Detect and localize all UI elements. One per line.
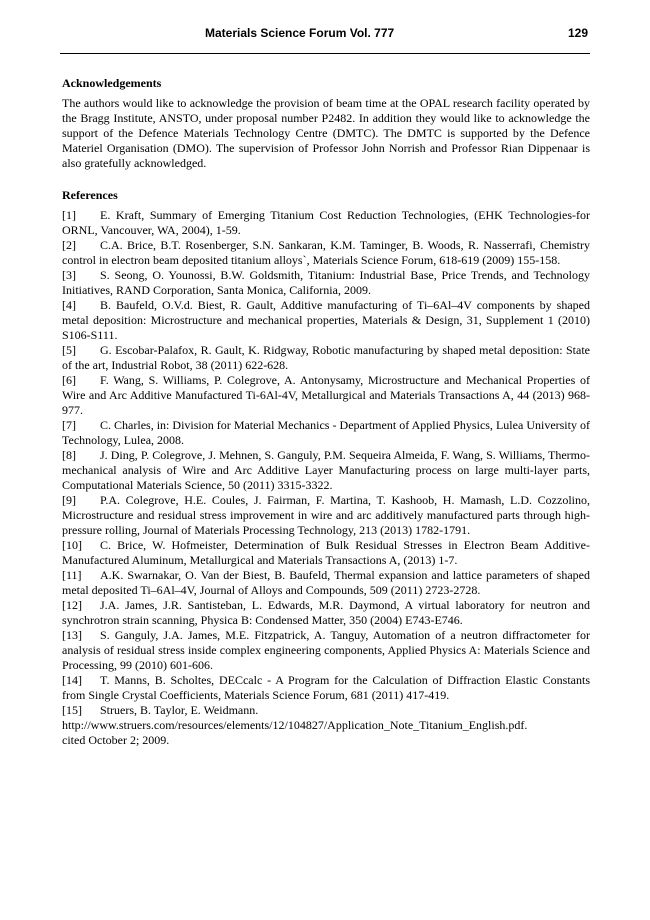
reference-number: [8] xyxy=(62,448,76,462)
reference-item xyxy=(62,298,590,343)
reference-item xyxy=(62,538,590,568)
reference-item xyxy=(62,343,590,373)
reference-item xyxy=(62,673,590,703)
reference-text: F. Wang, S. Williams, P. Colegrove, A. Antonysamy, Microstructure and Mechanical Properties of Wire and Arc Additive Manufactured Ti-6Al-4V, Metallurgical and Materials Transactions A, 44 (2013) 968-977. xyxy=(62,373,590,417)
reference-item xyxy=(62,703,590,748)
reference-item xyxy=(62,493,590,538)
reference-number: [15] xyxy=(62,703,82,717)
reference-item xyxy=(62,373,590,418)
reference-number: [7] xyxy=(62,418,76,432)
reference-text: S. Seong, O. Younossi, B.W. Goldsmith, Titanium: Industrial Base, Price Trends, and Technology Initiatives, RAND Corporation, Santa Monica, California, 2009. xyxy=(62,268,590,297)
page-number: 129 xyxy=(567,26,588,40)
reference-item xyxy=(62,568,590,598)
reference-text: P.A. Colegrove, H.E. Coules, J. Fairman, F. Martina, T. Kashoob, H. Mamash, L.D. Cozzolino, Microstructure and residual stress improvement in wire and arc additively manufactured parts through high-pressure rolling, Journal of Materials Processing Technology, 213 (2013) 1782-1791. xyxy=(62,493,590,537)
reference-number: [5] xyxy=(62,343,76,357)
reference-text: C.A. Brice, B.T. Rosenberger, S.N. Sankaran, K.M. Taminger, B. Woods, R. Nasserrafi, Chemistry control in electron beam deposited titanium alloys`, Materials Science Forum, 618-619 (2009) 155-158. xyxy=(62,238,590,267)
reference-cited-date: cited October 2; 2009. xyxy=(62,733,170,747)
reference-text: J. Ding, P. Colegrove, J. Mehnen, S. Ganguly, P.M. Sequeira Almeida, F. Wang, S. Williams, Thermo-mechanical analysis of Wire and Arc Additive Layer Manufacturing process on large multi-layer parts, Computational Materials Science, 50 (2011) 3315-3322. xyxy=(62,448,590,492)
reference-url[interactable]: http://www.struers.com/resources/elements/12/104827/Application_Note_Titanium_English.pdf. xyxy=(62,718,528,732)
reference-text: Struers, B. Taylor, E. Weidmann. xyxy=(100,703,259,717)
reference-item xyxy=(62,598,590,628)
reference-number: [1] xyxy=(62,208,76,222)
reference-number: [11] xyxy=(62,568,82,582)
reference-item xyxy=(62,448,590,493)
reference-number: [14] xyxy=(62,673,82,687)
page-content xyxy=(62,76,590,748)
reference-number: [13] xyxy=(62,628,82,642)
reference-list xyxy=(62,208,590,748)
reference-number: [9] xyxy=(62,493,76,507)
references-heading: References xyxy=(62,188,118,202)
reference-text: A.K. Swarnakar, O. Van der Biest, B. Baufeld, Thermal expansion and lattice parameters of shaped metal deposited Ti–6Al–4V, Journal of Alloys and Compounds, 509 (2011) 2723-2728. xyxy=(62,568,590,597)
reference-item xyxy=(62,208,590,238)
reference-item xyxy=(62,268,590,298)
reference-item xyxy=(62,628,590,673)
reference-text: G. Escobar-Palafox, R. Gault, K. Ridgway, Robotic manufacturing by shaped metal deposition: State of the art, Industrial Robot, 38 (2011) 622-628. xyxy=(62,343,590,372)
running-header xyxy=(60,26,590,54)
reference-text: E. Kraft, Summary of Emerging Titanium Cost Reduction Technologies, (EHK Technologies-for ORNL, Vancouver, WA, 2004), 1-59. xyxy=(62,208,590,237)
reference-number: [3] xyxy=(62,268,76,282)
acknowledgements-text: The authors would like to acknowledge the provision of beam time at the OPAL research facility operated by the Bragg Institute, ANSTO, under proposal number P2482. In addition they would like to acknowledge the support of the Defence Materials Technology Centre (DMTC). The DMTC is supported by the Defence Materiel Organisation (DMO). The supervision of Professor John Norrish and Professor Rian Dippenaar is also gratefully acknowledged. xyxy=(62,96,590,170)
reference-text: C. Charles, in: Division for Material Mechanics - Department of Applied Physics, Lulea University of Technology, Lulea, 2008. xyxy=(62,418,590,447)
reference-text: J.A. James, J.R. Santisteban, L. Edwards, M.R. Daymond, A virtual laboratory for neutron and synchrotron strain scanning, Physica B: Condensed Matter, 350 (2004) E743-E746. xyxy=(62,598,590,627)
reference-item xyxy=(62,238,590,268)
reference-text: B. Baufeld, O.V.d. Biest, R. Gault, Additive manufacturing of Ti–6Al–4V components by shaped metal deposition: Microstructure and mechanical properties, Materials & Design, 31, Supplement 1 (2010) S106-S111. xyxy=(62,298,590,342)
reference-text: T. Manns, B. Scholtes, DECcalc - A Program for the Calculation of Diffraction Elastic Constants from Single Crystal Coefficients, Materials Science Forum, 681 (2011) 417-419. xyxy=(62,673,590,702)
reference-number: [10] xyxy=(62,538,82,552)
reference-number: [2] xyxy=(62,238,76,252)
reference-number: [12] xyxy=(62,598,82,612)
reference-item xyxy=(62,418,590,448)
reference-number: [6] xyxy=(62,373,76,387)
acknowledgements-heading: Acknowledgements xyxy=(62,76,162,90)
reference-text: S. Ganguly, J.A. James, M.E. Fitzpatrick, A. Tanguy, Automation of a neutron diffractometer for analysis of residual stress inside complex engineering components, Applied Physics A: Materials Science and Processing, 99 (2010) 601-606. xyxy=(62,628,590,672)
journal-title: Materials Science Forum Vol. 777 xyxy=(205,26,395,40)
reference-text: C. Brice, W. Hofmeister, Determination of Bulk Residual Stresses in Electron Beam Additive-Manufactured Aluminum, Metallurgical and Materials Transactions A, (2013) 1-7. xyxy=(62,538,590,567)
reference-number: [4] xyxy=(62,298,76,312)
